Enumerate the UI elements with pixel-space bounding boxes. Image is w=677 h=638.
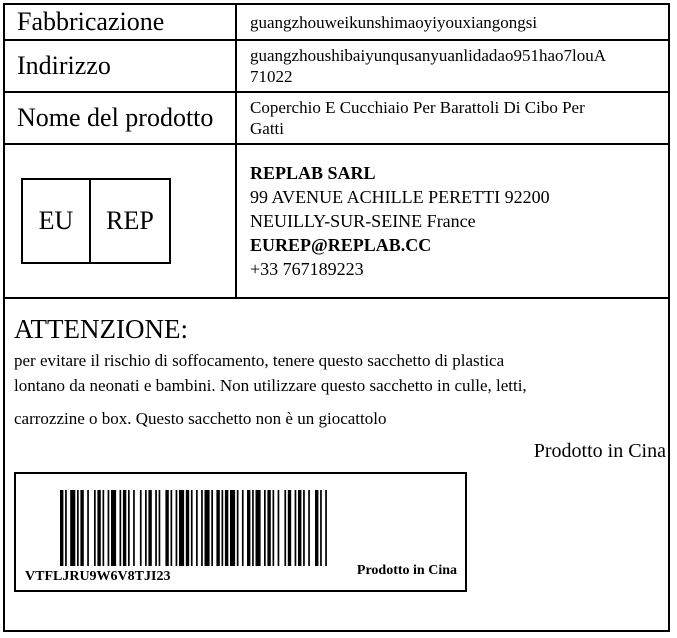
address-label: Indirizzo: [5, 40, 236, 92]
info-table: [5, 5, 668, 299]
address-row: [5, 40, 668, 92]
barcode-code: VTFLJRU9W6V8TJI23: [25, 569, 171, 584]
product-row: [5, 92, 668, 144]
barcode-bar: [252, 490, 254, 566]
barcode-bar: [242, 490, 244, 566]
eu-rep-phone: +33 767189223: [250, 259, 364, 279]
eu-rep-email: EUREP@REPLAB.CC: [250, 235, 432, 255]
barcode-bar: [278, 490, 280, 566]
barcode-bar: [111, 490, 116, 566]
address-value: [236, 40, 668, 92]
product-value: [236, 92, 668, 144]
barcode-bar: [179, 490, 184, 566]
eu-rep-street: 99 AVENUE ACHILLE PERETTI 92200: [250, 187, 550, 207]
product-line-1: Coperchio E Cucchiaio Per Barattoli Di Cibo Per: [250, 98, 585, 117]
barcode-bar: [222, 490, 224, 566]
eu-rep-company: REPLAB SARL: [250, 163, 376, 183]
barcode-bar: [196, 490, 198, 566]
barcode-bar: [87, 490, 89, 566]
barcode-box: [14, 472, 467, 592]
warning-text: [14, 348, 654, 431]
barcode-bar: [155, 490, 157, 566]
barcode-bar: [60, 490, 63, 566]
barcode-bar: [216, 490, 219, 566]
barcode-bar: [267, 490, 270, 566]
barcode-bar: [315, 490, 318, 566]
barcode-bar: [128, 490, 130, 566]
barcode-bar: [108, 490, 110, 566]
barcode-bar: [303, 490, 305, 566]
eu-rep-badge-cell: [5, 144, 236, 298]
barcode-bar: [288, 490, 291, 566]
barcode-origin: Prodotto in Cina: [356, 563, 457, 578]
manufacturer-label: Fabbricazione: [5, 5, 236, 40]
barcode-bar: [295, 490, 297, 566]
barcode-bar: [284, 490, 286, 566]
warning-line-3: carrozzine o box. Questo sacchetto non è un giocattolo: [14, 409, 387, 428]
barcode-bar: [133, 490, 135, 566]
barcode-bar: [159, 490, 161, 566]
barcode-bar: [273, 490, 275, 566]
address-line-2: 71022: [250, 67, 293, 86]
barcode-bar: [320, 490, 322, 566]
barcode-bar: [264, 490, 266, 566]
warning-line-1: per evitare il rischio di soffocamento, tenere questo sacchetto di plastica: [14, 351, 505, 370]
eu-rep-city: NEUILLY-SUR-SEINE France: [250, 211, 476, 231]
barcode-bar: [94, 490, 96, 566]
eu-rep-details: [236, 144, 668, 298]
barcode-bar: [140, 490, 142, 566]
barcode-bar: [201, 490, 203, 566]
barcode-bar: [237, 490, 239, 566]
barcode-bar: [308, 490, 310, 566]
barcode-bar: [70, 490, 75, 566]
barcode-bar: [80, 490, 83, 566]
manufacturer-value: guangzhouweikunshimaoyiyouxiangongsi: [236, 5, 668, 40]
barcode-bar: [298, 490, 301, 566]
barcode-bar: [77, 490, 79, 566]
product-line-2: Gatti: [250, 119, 284, 138]
barcode-bar: [123, 490, 126, 566]
barcode-bar: [120, 490, 122, 566]
barcode-bar: [225, 490, 228, 566]
warning-line-2: lontano da neonati e bambini. Non utilizzare questo sacchetto in culle, letti,: [14, 376, 527, 395]
barcode-bar: [211, 490, 213, 566]
eu-rep-badge-left: EU: [23, 180, 91, 262]
barcode-bar: [205, 490, 210, 566]
barcode-icon: [60, 490, 420, 566]
barcode-bar: [230, 490, 235, 566]
barcode-bar: [103, 490, 105, 566]
eu-rep-badge: [21, 178, 171, 264]
barcode-bar: [325, 490, 327, 566]
barcode-bar: [256, 490, 261, 566]
eu-rep-badge-right: REP: [106, 206, 154, 235]
barcode-bar: [65, 490, 67, 566]
barcode-bar: [148, 490, 151, 566]
barcode-bar: [171, 490, 173, 566]
barcode-bar: [165, 490, 168, 566]
eu-rep-row: [5, 144, 668, 298]
product-label: Nome del prodotto: [5, 92, 236, 144]
warning-title: ATTENZIONE:: [14, 314, 188, 344]
barcode-bar: [247, 490, 250, 566]
barcode-bar: [176, 490, 178, 566]
barcode-bar: [145, 490, 147, 566]
barcode-bar: [191, 490, 193, 566]
barcode-bar: [186, 490, 189, 566]
barcode-bar: [97, 490, 100, 566]
manufacturer-row: [5, 5, 668, 40]
origin-text: Prodotto in Cina: [533, 440, 666, 462]
address-line-1: guangzhoushibaiyunqusanyuanlidadao951hao7louA: [250, 46, 606, 65]
